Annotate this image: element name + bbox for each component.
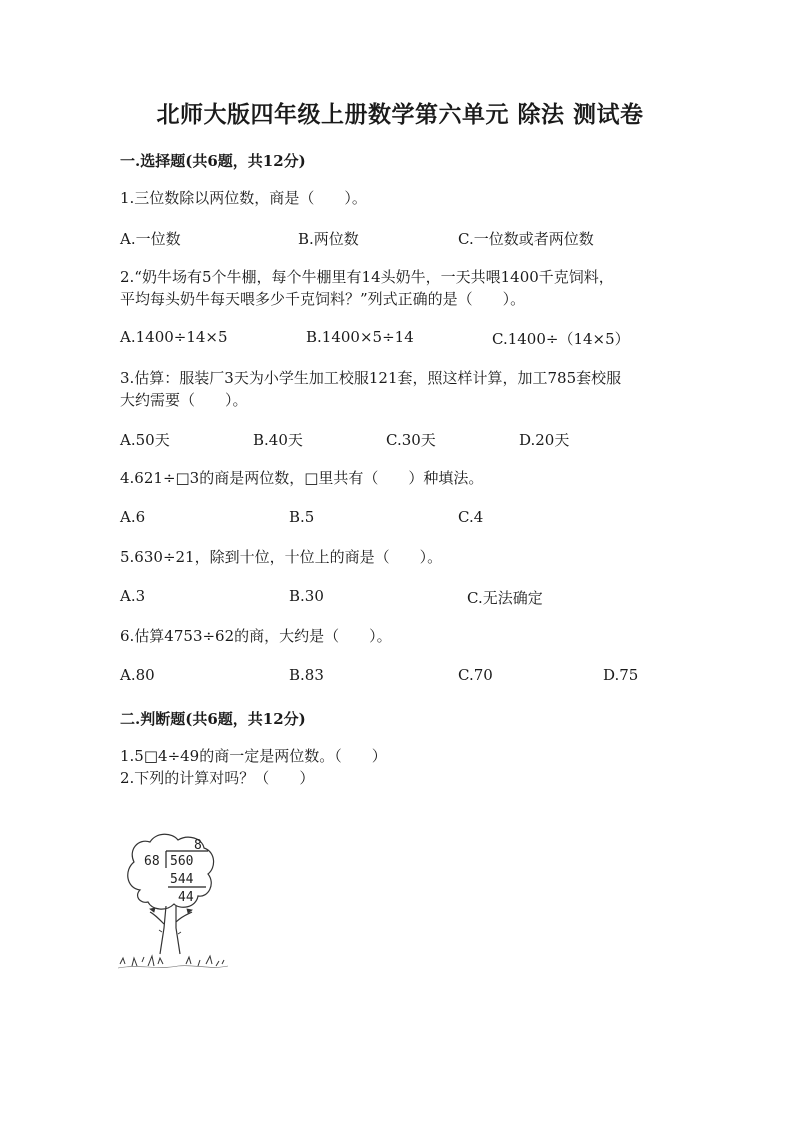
option-4b: B.5 <box>289 508 315 526</box>
question-3-line2: 大约需要（ ）。 <box>120 391 248 409</box>
question-4: 4.621÷□3的商是两位数，□里共有（ ）种填法。 <box>120 469 484 487</box>
option-5b: B.30 <box>289 587 324 605</box>
question-5: 5.630÷21，除到十位，十位上的商是（ ）。 <box>120 548 443 566</box>
option-6b: B.83 <box>289 666 324 684</box>
option-3c: C.30天 <box>386 431 436 449</box>
option-1b: B.两位数 <box>298 230 359 248</box>
option-3d: D.20天 <box>519 431 570 449</box>
tree-illustration <box>118 828 228 973</box>
option-5c: C.无法确定 <box>467 589 543 607</box>
option-6c: C.70 <box>458 666 493 684</box>
option-2a: A.1400÷14×5 <box>120 328 228 346</box>
section-heading-judgement: 二.判断题(共6题，共12分) <box>120 710 306 728</box>
tree-leaves <box>150 908 192 934</box>
option-5a: A.3 <box>120 587 146 605</box>
judgement-question-1: 1.5□4÷49的商一定是两位数。（ ） <box>120 747 387 765</box>
option-4a: A.6 <box>120 508 146 526</box>
grass <box>120 956 224 966</box>
option-3b: B.40天 <box>253 431 303 449</box>
ground-line <box>118 966 228 968</box>
question-2-line2: 平均每头奶牛每天喂多少千克饲料？”列式正确的是（ ）。 <box>120 290 526 308</box>
dividend-text: 560 <box>170 854 194 869</box>
option-4c: C.4 <box>458 508 484 526</box>
option-1a: A.一位数 <box>120 230 181 248</box>
question-1: 1.三位数除以两位数，商是（ ）。 <box>120 189 367 207</box>
question-2-line1: 2.“奶牛场有5个牛棚，每个牛棚里有14头奶牛，一天共喂1400千克饲料， <box>120 268 614 286</box>
option-2b: B.1400×5÷14 <box>306 328 414 346</box>
section-heading-choice: 一.选择题(共6题，共12分) <box>120 152 306 170</box>
remainder-text: 44 <box>178 890 194 905</box>
option-2c: C.1400÷（14×5） <box>492 330 630 348</box>
divisor-text: 68 <box>144 854 160 869</box>
option-3a: A.50天 <box>120 431 170 449</box>
judgement-question-2: 2.下列的计算对吗？（ ） <box>120 769 315 787</box>
tree-division-figure <box>118 828 228 973</box>
question-6: 6.估算4753÷62的商，大约是（ ）。 <box>120 627 392 645</box>
question-3-line1: 3.估算：服装厂3天为小学生加工校服121套，照这样计算，加工785套校服 <box>120 369 622 387</box>
product-text: 544 <box>170 872 194 887</box>
option-6d: D.75 <box>603 666 639 684</box>
option-1c: C.一位数或者两位数 <box>458 230 594 248</box>
option-6a: A.80 <box>120 666 155 684</box>
page-title: 北师大版四年级上册数学第六单元 除法 测试卷 <box>156 101 644 128</box>
tree-trunk <box>150 906 192 954</box>
quotient-text: 8 <box>194 838 202 853</box>
